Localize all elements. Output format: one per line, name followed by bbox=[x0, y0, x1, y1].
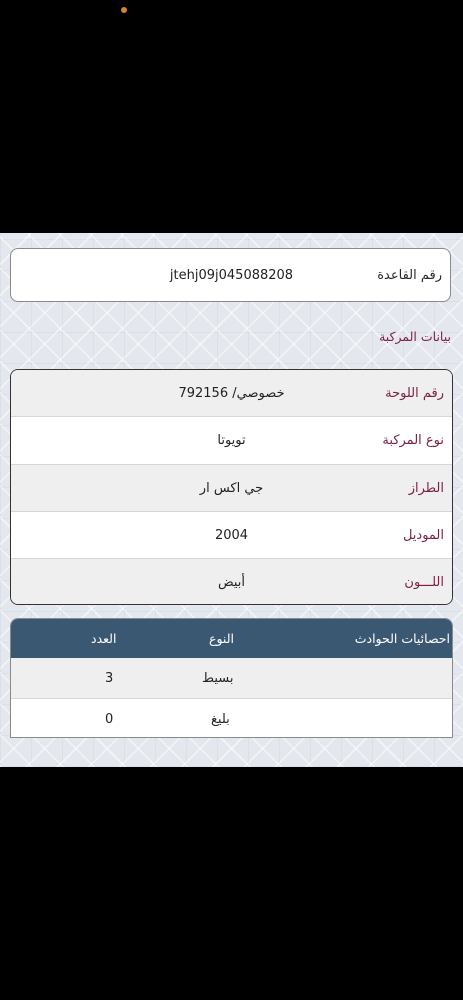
vehicle-model-year-label: الموديل bbox=[402, 528, 444, 543]
vehicle-model-year-row bbox=[11, 512, 452, 559]
vehicle-trim-row bbox=[11, 465, 452, 512]
chassis-number-label: رقم القاعدة bbox=[377, 268, 442, 283]
plate-number-value: خصوصي/ 792156 bbox=[178, 386, 285, 401]
vehicle-info-card bbox=[10, 369, 453, 605]
vehicle-section-title: بيانات المركبة bbox=[379, 329, 451, 344]
accident-stats-header bbox=[11, 619, 452, 658]
accident-count-cell: 3 bbox=[105, 671, 114, 686]
vehicle-color-row bbox=[11, 559, 452, 605]
vehicle-trim-value: جي اكس ار bbox=[199, 481, 264, 496]
vehicle-make-row bbox=[11, 417, 452, 465]
accident-stats-title: احصائيات الحوادث bbox=[354, 631, 450, 646]
vehicle-make-label: نوع المركبة bbox=[382, 433, 444, 448]
plate-number-row bbox=[11, 370, 452, 417]
accident-type-cell: بليغ bbox=[211, 712, 230, 727]
vehicle-make-value: تويوتا bbox=[217, 433, 246, 448]
accident-row-severe bbox=[11, 699, 452, 738]
accident-row-minor bbox=[11, 658, 452, 699]
vehicle-model-year-value: 2004 bbox=[214, 528, 249, 543]
vehicle-color-value: أبيض bbox=[217, 575, 246, 590]
vehicle-trim-label: الطراز bbox=[408, 481, 444, 496]
accident-stats-table bbox=[10, 618, 453, 738]
accident-count-column-header: العدد bbox=[91, 631, 117, 646]
vehicle-color-label: اللـــون bbox=[404, 575, 444, 590]
status-indicator-dot bbox=[121, 7, 127, 13]
chassis-number-value: jtehj09j045088208 bbox=[169, 268, 294, 283]
accident-type-cell: بسيط bbox=[202, 671, 234, 686]
vehicle-details-screen bbox=[0, 233, 463, 767]
accident-type-column-header: النوع bbox=[209, 631, 234, 646]
plate-number-label: رقم اللوحة bbox=[385, 386, 444, 401]
accident-count-cell: 0 bbox=[105, 712, 114, 727]
chassis-number-card bbox=[10, 248, 451, 302]
